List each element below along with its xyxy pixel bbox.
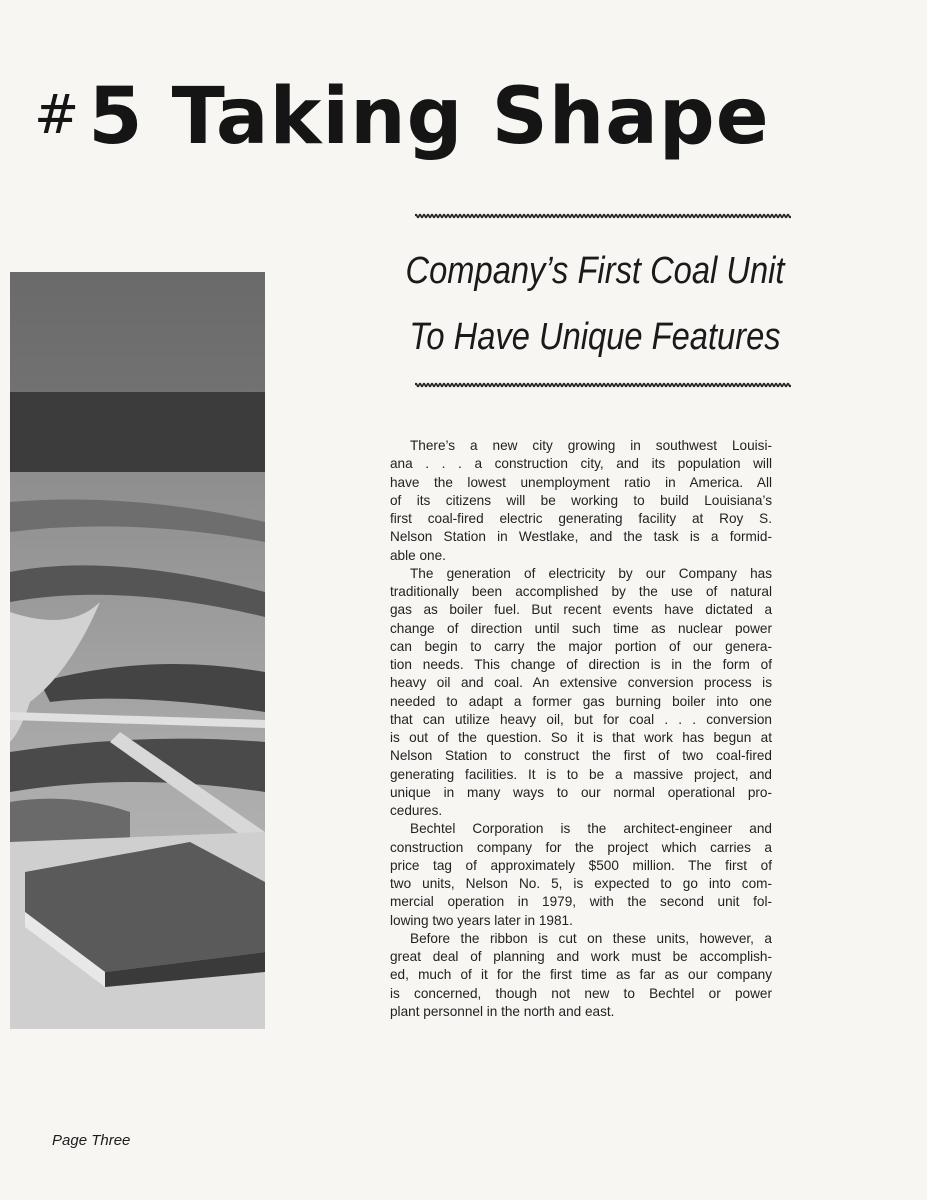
paragraph-1-line: have the lowest unemployment ratio in America. All bbox=[390, 474, 772, 490]
paragraph-2-line: The generation of electricity by our Company has bbox=[410, 565, 772, 581]
paragraph-3-line: lowing two years later in 1981. bbox=[390, 912, 573, 928]
paragraph-4-line: plant personnel in the north and east. bbox=[390, 1003, 615, 1019]
paragraph-2-line: unique in many ways to our normal operational pro- bbox=[390, 784, 772, 800]
paragraph-2-line: heavy oil and coal. An extensive conversion process is bbox=[390, 675, 772, 691]
paragraph-4-line: Before the ribbon is cut on these units, however, a bbox=[410, 930, 772, 946]
paragraph-3-line: mercial operation in 1979, with the second unit fol- bbox=[390, 894, 772, 910]
paragraph-3-line: construction company for the project which carries a bbox=[390, 839, 772, 855]
paragraph-2-line: change of direction until such time as nuclear power bbox=[390, 620, 772, 636]
subtitle-line-1: Company’s First Coal Unit bbox=[405, 250, 785, 292]
page-number: Page Three bbox=[52, 1132, 131, 1149]
paragraph-2-line: needed to adapt a former gas burning boiler into one bbox=[390, 693, 772, 709]
paragraph-4-line: is concerned, though not new to Bechtel or power bbox=[390, 985, 772, 1001]
paragraph-2-line: traditionally been accomplished by the use of natural bbox=[390, 584, 772, 599]
wavy-divider-top bbox=[415, 212, 791, 220]
title-hash: # bbox=[34, 83, 81, 146]
subtitle bbox=[393, 238, 797, 370]
paragraph-2-line: Nelson Station to construct the first of two coal-fired bbox=[390, 748, 772, 764]
paragraph-3-line: Bechtel Corporation is the architect-engineer and bbox=[410, 821, 772, 837]
paragraph-4-line: great deal of planning and work must be accomplish- bbox=[390, 949, 772, 964]
article-body bbox=[390, 437, 772, 1021]
paragraph-2-line: cedures. bbox=[390, 803, 443, 818]
paragraph-2-line: tion needs. This change of direction is in the form of bbox=[390, 657, 772, 672]
paragraph-2-line: that can utilize heavy oil, but for coal . . . conversion bbox=[390, 711, 772, 727]
paragraph-1-line: able one. bbox=[390, 547, 446, 563]
paragraph-1-line: Nelson Station in Westlake, and the task is a formid- bbox=[390, 529, 772, 545]
wavy-divider-bottom bbox=[415, 381, 791, 389]
title-text: 5 Taking Shape bbox=[88, 72, 770, 162]
paragraph-3-line: price tag of approximately $500 million. The first of bbox=[390, 857, 772, 873]
paragraph-1-line: ana . . . a construction city, and its population will bbox=[390, 456, 772, 472]
paragraph-2-line: generating facilities. It is to be a massive project, and bbox=[390, 766, 772, 782]
paragraph-2-line: can begin to carry the major portion of our genera- bbox=[390, 638, 772, 654]
paragraph-1-line: of its citizens will be working to build Louisiana’s bbox=[390, 492, 772, 508]
aerial-construction-site-photo bbox=[10, 272, 265, 1029]
subtitle-line-2: To Have Unique Features bbox=[409, 316, 781, 358]
paragraph-4-line: ed, much of it for the first time as far as our company bbox=[390, 967, 772, 983]
page-title bbox=[34, 72, 770, 162]
paragraph-2-line: gas as boiler fuel. But recent events have dictated a bbox=[390, 602, 772, 618]
paragraph-2-line: is out of the question. So it is that work has begun at bbox=[390, 730, 772, 745]
paragraph-3-line: two units, Nelson No. 5, is expected to go into com- bbox=[390, 876, 772, 891]
paragraph-1-line: first coal-fired electric generating facility at Roy S. bbox=[390, 511, 772, 526]
paragraph-1-line: There’s a new city growing in southwest Louisi- bbox=[410, 438, 772, 453]
